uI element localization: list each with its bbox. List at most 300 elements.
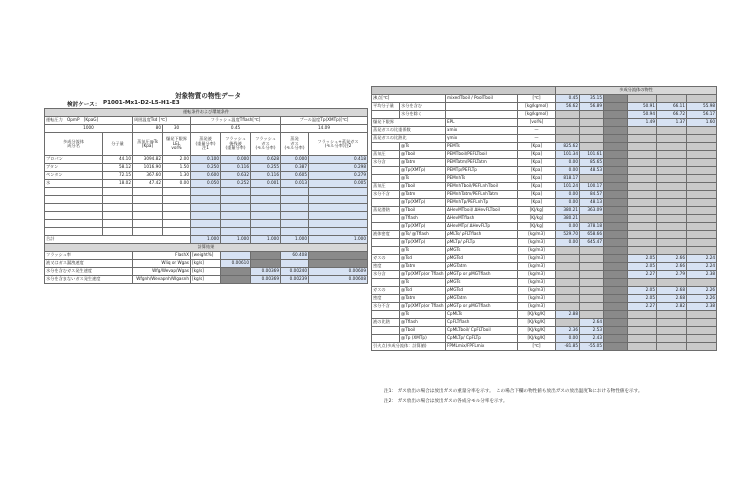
property-symbol: EPL	[446, 119, 518, 127]
empty-cell	[251, 188, 281, 196]
property-value: 529.70	[556, 231, 580, 239]
right-header: 多成分流体の物性	[556, 87, 717, 95]
property-value: 825.62	[556, 143, 580, 151]
property-value	[687, 135, 717, 143]
component-value: 0.628	[251, 156, 281, 164]
property-row	[372, 143, 717, 151]
column-header: フラッシュ 後残液 (重量分率)	[221, 133, 251, 156]
property-value	[687, 335, 717, 343]
property-row	[372, 207, 717, 215]
property-unit: [kg/m3]	[518, 271, 556, 279]
property-value	[657, 175, 687, 183]
property-unit: [kg/m3]	[518, 231, 556, 239]
conditions-header-row	[45, 109, 368, 117]
component-value: 0.252	[221, 180, 251, 188]
component-name: プロパン	[45, 156, 103, 164]
property-row	[372, 231, 717, 239]
property-group	[372, 175, 400, 183]
property-symbol: CpFLTflash	[446, 319, 518, 327]
property-value	[580, 263, 604, 271]
property-unit: [Kpa]	[518, 151, 556, 159]
result-unit: [kg/s]	[191, 260, 221, 268]
property-row	[372, 343, 717, 351]
property-value	[604, 215, 628, 223]
property-value	[657, 151, 687, 159]
column-header: フラッシュ ガス (モル分率)	[251, 133, 281, 156]
property-group	[372, 239, 400, 247]
property-value: 2.79	[657, 271, 687, 279]
property-row	[372, 303, 717, 311]
empty-cell	[191, 204, 221, 212]
component-value: 0.600	[191, 172, 221, 180]
component-row	[45, 156, 368, 164]
column-header: 爆発下限界 LEL vol%	[163, 133, 191, 156]
property-value: 50.91	[628, 103, 657, 111]
property-condition: @Tp(XMTp)or Tflash	[400, 303, 446, 311]
property-row	[372, 127, 717, 135]
property-condition: @Ts/ @Tflash	[400, 231, 446, 239]
empty-cell	[191, 212, 221, 220]
property-condition: @Tatm	[400, 191, 446, 199]
empty-cell	[163, 212, 191, 220]
property-value	[580, 255, 604, 263]
property-row	[372, 239, 717, 247]
property-condition: @Tp(XMTp)	[400, 223, 446, 231]
property-value	[580, 143, 604, 151]
property-symbol: PEMnhTboil/PEFLnhTboil	[446, 183, 518, 191]
property-symbol: PEMTs	[446, 143, 518, 151]
property-unit: [kg/kgmol]	[518, 111, 556, 119]
result-row	[45, 252, 368, 260]
property-symbol: FPMLmix/FPFLmix	[446, 343, 518, 351]
property-value: 2.66	[657, 255, 687, 263]
property-value	[580, 175, 604, 183]
property-condition: @Tp(XMTp)	[400, 167, 446, 175]
cond-label-ambient: 周囲温度Tsd [℃]	[133, 117, 191, 125]
property-value	[628, 159, 657, 167]
property-group	[372, 167, 400, 175]
property-value	[628, 167, 657, 175]
total-value: 1.000	[191, 236, 221, 244]
empty-cell	[191, 196, 221, 204]
empty-cell	[45, 212, 103, 220]
property-group: ガスの	[372, 255, 400, 263]
component-value: 58.12	[103, 164, 133, 172]
component-value: 0.632	[221, 172, 251, 180]
property-condition: @Ts	[400, 175, 446, 183]
property-unit: [KJ/kg/K]	[518, 335, 556, 343]
property-value	[657, 223, 687, 231]
property-row	[372, 95, 717, 103]
property-group	[372, 199, 400, 207]
result-symbol: Wfg/Wevap/Wgas	[133, 268, 191, 276]
component-value: 0.005	[309, 180, 368, 188]
property-value	[556, 127, 580, 135]
property-value	[556, 271, 580, 279]
component-value: 367.60	[133, 172, 163, 180]
property-value: 380.21	[556, 207, 580, 215]
result-symbol: Wfgnh/Wevapnh/Wgasnh	[133, 276, 191, 284]
result-value: 0.00609	[309, 268, 368, 276]
empty-row	[45, 204, 368, 212]
property-value	[604, 239, 628, 247]
property-value	[580, 311, 604, 319]
component-value: 0.013	[281, 180, 309, 188]
property-value: 2.27	[628, 303, 657, 311]
property-value: 2.38	[687, 271, 717, 279]
property-symbol: PEMnhTs	[446, 175, 518, 183]
empty-cell	[163, 220, 191, 228]
property-unit: [KJ/kg]	[518, 207, 556, 215]
property-value: 2.53	[580, 327, 604, 335]
result-unit: [weight%]	[191, 252, 221, 260]
property-value	[580, 287, 604, 295]
property-group: 密度	[372, 295, 400, 303]
empty-cell	[45, 188, 103, 196]
property-value	[628, 199, 657, 207]
property-symbol: ρMGTs	[446, 247, 518, 255]
property-symbol: ρMGTp or ρMGTflash	[446, 271, 518, 279]
property-value: 85.65	[580, 159, 604, 167]
result-value	[221, 252, 251, 260]
property-row	[372, 183, 717, 191]
component-value: 0.418	[309, 156, 368, 164]
property-value	[657, 231, 687, 239]
empty-cell	[163, 228, 191, 236]
property-value	[687, 207, 717, 215]
property-value	[556, 263, 580, 271]
property-value: 645.47	[580, 239, 604, 247]
property-symbol: ρMGTp or ρMGTflash	[446, 303, 518, 311]
cond-label-pool: プール温度Tp(XMTp)[℃]	[281, 117, 368, 125]
empty-cell	[281, 188, 309, 196]
property-value: 2.05	[628, 255, 657, 263]
property-value	[657, 183, 687, 191]
property-value	[657, 343, 687, 351]
property-symbol: mixedTboil / PoolTboil	[446, 95, 518, 103]
property-value: 1.37	[657, 119, 687, 127]
cond-value-pool: 14.09	[281, 125, 368, 133]
result-value: 0.00239	[281, 276, 309, 284]
property-value	[687, 231, 717, 239]
property-value	[556, 119, 580, 127]
property-condition: @Ts	[400, 311, 446, 319]
property-symbol: ρMGTs	[446, 279, 518, 287]
right-header-blank	[372, 87, 556, 95]
property-condition: @Tboil	[400, 151, 446, 159]
property-value	[604, 287, 628, 295]
property-symbol: PEMTp/PEFLTp	[446, 167, 518, 175]
property-value: 2.82	[657, 303, 687, 311]
result-value: 0.00369	[251, 268, 281, 276]
property-value	[657, 335, 687, 343]
total-value: 1.000	[281, 236, 309, 244]
component-value: 0.00	[163, 180, 191, 188]
empty-cell	[309, 212, 368, 220]
property-value: 0.45	[556, 95, 580, 103]
property-value: 35.15	[580, 95, 604, 103]
property-value: 56.89	[580, 103, 604, 111]
property-condition: @Tflash	[400, 215, 446, 223]
property-value	[687, 343, 717, 351]
property-symbol: PEMnhTp/PEFLnhTp	[446, 199, 518, 207]
property-row	[372, 215, 717, 223]
empty-cell	[281, 228, 309, 236]
empty-cell	[103, 212, 133, 220]
component-value: 44.10	[103, 156, 133, 164]
property-value: 818.17	[556, 175, 580, 183]
case-value: P1001-Mx1-D2-L5-H1-E3	[103, 100, 180, 106]
property-value	[628, 135, 657, 143]
property-unit: [Kpa]	[518, 143, 556, 151]
property-unit: [Kpa]	[518, 199, 556, 207]
left-title: 対象物質の物性データ	[175, 92, 241, 100]
property-unit: [Kpa]	[518, 191, 556, 199]
component-value: 0.387	[281, 164, 309, 172]
result-value: 60.408	[281, 252, 309, 260]
property-value	[604, 327, 628, 335]
property-value: 101.34	[556, 151, 580, 159]
component-value: 2.00	[163, 156, 191, 164]
property-unit: [vol%]	[518, 119, 556, 127]
column-header: 分子量	[103, 133, 133, 156]
property-value	[687, 239, 717, 247]
property-group: 蒸発潜熱	[372, 207, 400, 215]
property-group: 密度	[372, 263, 400, 271]
property-condition: @Tboil	[400, 183, 446, 191]
property-row	[372, 335, 717, 343]
property-value	[580, 271, 604, 279]
property-value: 380.21	[556, 215, 580, 223]
property-value	[687, 183, 717, 191]
column-header: フラッシュ+蒸発ガス (モル分率)注2	[309, 133, 368, 156]
property-value	[628, 239, 657, 247]
property-value	[604, 295, 628, 303]
property-value: 56.62	[556, 103, 580, 111]
total-label: 合計	[45, 236, 191, 244]
empty-cell	[221, 228, 251, 236]
empty-row	[45, 196, 368, 204]
property-group	[372, 111, 400, 119]
empty-cell	[191, 188, 221, 196]
empty-cell	[163, 196, 191, 204]
component-value: 3094.82	[133, 156, 163, 164]
property-value	[604, 127, 628, 135]
property-symbol: ρMGTsd	[446, 255, 518, 263]
property-value	[657, 127, 687, 135]
property-group: 平均分子量	[372, 103, 400, 111]
property-condition: @Tboil	[400, 327, 446, 335]
component-value: 0.050	[191, 180, 221, 188]
property-value	[687, 247, 717, 255]
property-value	[604, 183, 628, 191]
property-value	[628, 183, 657, 191]
property-value	[687, 311, 717, 319]
property-row	[372, 103, 717, 111]
result-unit: [kg/s]	[191, 276, 221, 284]
component-value: 47.42	[133, 180, 163, 188]
empty-cell	[45, 228, 103, 236]
property-value	[687, 215, 717, 223]
property-value	[556, 295, 580, 303]
empty-cell	[221, 196, 251, 204]
property-value	[628, 327, 657, 335]
empty-cell	[281, 204, 309, 212]
result-blank	[309, 252, 368, 260]
property-value	[628, 143, 657, 151]
result-value: 0.00608	[309, 276, 368, 284]
property-group	[372, 327, 400, 335]
property-value: 101.61	[580, 151, 604, 159]
property-value	[604, 95, 628, 103]
property-value	[687, 167, 717, 175]
conditions-value-row	[45, 125, 368, 133]
property-condition: @Tp(XMTp)	[400, 199, 446, 207]
property-value	[556, 247, 580, 255]
property-symbol	[446, 103, 518, 111]
property-unit: [kg/m3]	[518, 239, 556, 247]
component-value: 1.30	[163, 172, 191, 180]
empty-cell	[45, 204, 103, 212]
property-value	[657, 319, 687, 327]
result-value	[281, 260, 309, 268]
component-value: 0.000	[281, 156, 309, 164]
property-value: 2.64	[580, 319, 604, 327]
empty-cell	[133, 220, 163, 228]
property-row	[372, 287, 717, 295]
empty-cell	[251, 204, 281, 212]
property-unit: [Kpa]	[518, 159, 556, 167]
property-value	[580, 127, 604, 135]
result-row	[45, 268, 368, 276]
property-row	[372, 327, 717, 335]
property-value: 48.53	[580, 167, 604, 175]
property-value	[687, 151, 717, 159]
property-condition: @Tatm	[400, 295, 446, 303]
result-blank	[251, 252, 281, 260]
property-condition: @Tatm	[400, 263, 446, 271]
property-condition: @Ts	[400, 247, 446, 255]
property-unit: [kg/m3]	[518, 263, 556, 271]
property-value	[580, 295, 604, 303]
property-group	[372, 215, 400, 223]
result-value: 0.00369	[251, 276, 281, 284]
property-unit: —	[518, 127, 556, 135]
property-value: 2.05	[628, 287, 657, 295]
result-label: 液又はガス漏洩速度	[45, 260, 133, 268]
property-unit: [℃]	[518, 95, 556, 103]
property-row	[372, 255, 717, 263]
property-value	[628, 231, 657, 239]
property-value: 0.00	[556, 199, 580, 207]
empty-cell	[309, 196, 368, 204]
property-group: 蒸発ガスの比熱比	[372, 135, 446, 143]
empty-cell	[251, 220, 281, 228]
property-value	[628, 343, 657, 351]
result-value: 0.00240	[281, 268, 309, 276]
property-condition: @Tatm	[400, 159, 446, 167]
total-value: 1.000	[251, 236, 281, 244]
note-1: 注1： ガス放出の場合は放出ガスの重量分率を示す。 この場合下欄の物性値も放出ガスの放出温度Tsにおける物性値を示す。	[384, 389, 643, 394]
property-symbol: ρMGTatm	[446, 295, 518, 303]
property-value	[604, 143, 628, 151]
property-condition: @Tsd	[400, 287, 446, 295]
case-label: 検討ケース：	[67, 102, 101, 108]
property-value	[556, 303, 580, 311]
property-value	[687, 319, 717, 327]
property-unit: [KJ/kg/K]	[518, 327, 556, 335]
property-value	[604, 191, 628, 199]
right-header-row	[372, 87, 717, 95]
property-value	[604, 119, 628, 127]
empty-cell	[103, 196, 133, 204]
result-symbol: FlashX	[133, 252, 191, 260]
property-condition: @Tboil	[400, 207, 446, 215]
property-value: 2.26	[687, 295, 717, 303]
property-value	[580, 135, 604, 143]
property-value: 0.00	[556, 191, 580, 199]
component-row	[45, 180, 368, 188]
property-group: 水分含	[372, 159, 400, 167]
property-value: 84.57	[580, 191, 604, 199]
empty-row	[45, 220, 368, 228]
property-value: 2.38	[687, 303, 717, 311]
property-value: 2.43	[580, 335, 604, 343]
property-value: 658.66	[580, 231, 604, 239]
cond-label-pressure: 運転圧力 OpmP [KpaG]	[45, 117, 133, 125]
property-row	[372, 135, 717, 143]
property-row	[372, 319, 717, 327]
component-name: ペンタン	[45, 172, 103, 180]
property-value	[687, 95, 717, 103]
component-value: 0.000	[221, 156, 251, 164]
property-value: 50.94	[628, 111, 657, 119]
cond-value-flash: 0.45	[191, 125, 281, 133]
property-value	[657, 311, 687, 319]
property-value: 2.66	[657, 263, 687, 271]
component-value: 0.279	[309, 172, 368, 180]
property-unit: [kg/m3]	[518, 287, 556, 295]
property-value: 55.98	[687, 103, 717, 111]
property-row	[372, 247, 717, 255]
empty-row	[45, 228, 368, 236]
property-value	[604, 151, 628, 159]
property-condition: 水分を含む	[400, 103, 446, 111]
empty-cell	[45, 220, 103, 228]
component-value: 0.001	[251, 180, 281, 188]
property-unit: [℃]	[518, 343, 556, 351]
property-value: 1.60	[687, 119, 717, 127]
property-value	[556, 287, 580, 295]
property-unit: [Kpa]	[518, 183, 556, 191]
result-blank	[221, 268, 251, 276]
property-symbol: CpMLTboil/ CpFLTboil	[446, 327, 518, 335]
empty-cell	[221, 188, 251, 196]
property-value: 2.88	[556, 311, 580, 319]
component-value: 0.605	[281, 172, 309, 180]
result-label: 水分を含まないガス発生速度	[45, 276, 133, 284]
empty-cell	[45, 196, 103, 204]
property-value	[628, 95, 657, 103]
property-value	[657, 159, 687, 167]
property-condition: @Tp(XMTp)or Tflash	[400, 271, 446, 279]
property-value: -55.05	[580, 343, 604, 351]
property-row	[372, 271, 717, 279]
result-label: 水分を含むガス発生速度	[45, 268, 133, 276]
empty-cell	[281, 196, 309, 204]
component-value: 0.255	[251, 164, 281, 172]
property-value	[604, 335, 628, 343]
